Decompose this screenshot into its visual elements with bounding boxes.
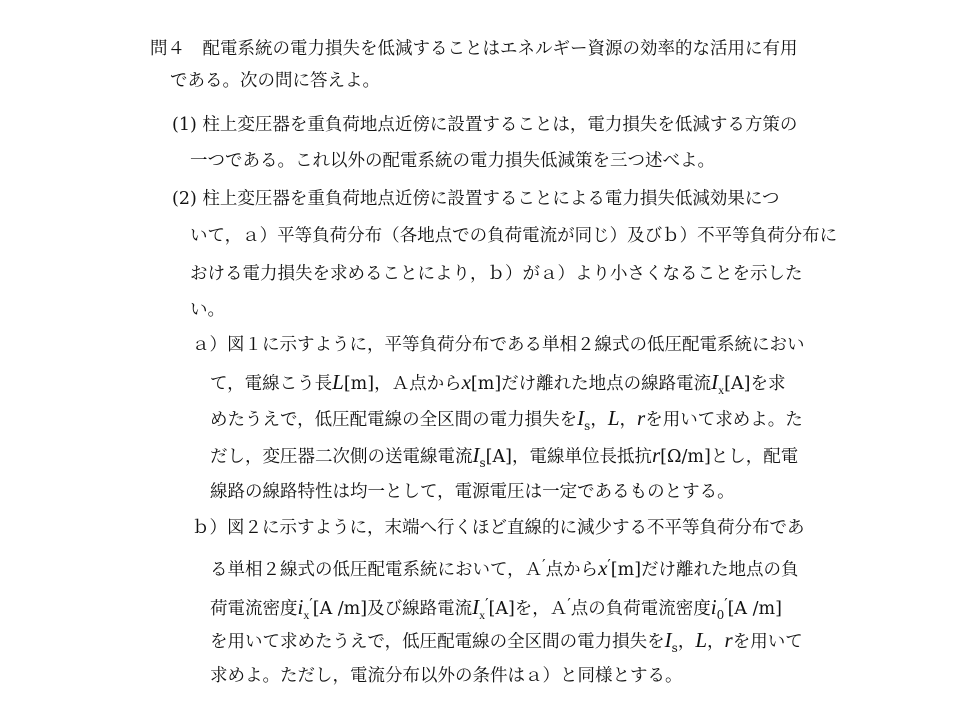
q2-number: (2) xyxy=(172,189,197,209)
a-line-3: めたうえで，低圧配電線の全区間の電力損失を$I_s$，L，rを用いて求めよ。た xyxy=(210,406,803,433)
q1-text-1: 柱上変圧器を重負荷地点近傍に設置することは，電力損失を低減する方策の xyxy=(202,115,798,135)
a-line-5: 線路の線路特性は均一として，電源電圧は一定であるものとする。 xyxy=(210,482,735,502)
q2-line-1 xyxy=(172,187,780,211)
q2-line-2: いて，ａ）平等負荷分布（各地点での負荷電流が同じ）及びｂ）不平等負荷分布に xyxy=(190,226,838,246)
q2-text-1: 柱上変圧器を重負荷地点近傍に設置することによる電力損失低減効果につ xyxy=(202,189,780,209)
q2-line-4: い。 xyxy=(190,300,225,320)
b-line-5: 求めよ。ただし，電流分布以外の条件はａ）と同様とする。 xyxy=(210,666,683,686)
problem-label: 問４ xyxy=(150,39,185,59)
b-line-1: ｂ）図２に示すように，末端へ行くほど直線的に減少する不平等負荷分布であ xyxy=(192,518,805,538)
b-line-2: る単相２線式の低圧配電系統において，Ａ′点からx′[m]だけ離れた地点の負 xyxy=(210,556,799,580)
b-line-3: 荷電流密度$i_x'[A$ /m]及び線路電流$I_x'[A]$を，Ａ′点の負荷電流密度$i_0'[A$ /m] xyxy=(210,595,782,622)
a-line-1: ａ）図１に示すように，平等負荷分布である単相２線式の低圧配電系統におい xyxy=(192,335,805,355)
q1-line-1 xyxy=(172,113,797,137)
q1-number: (1) xyxy=(172,115,197,135)
intro-line-1: 配電系統の電力損失を低減することはエネルギー資源の効率的な活用に有用 xyxy=(202,39,798,59)
b-line-4: を用いて求めたうえで，低圧配電線の全区間の電力損失を$I_s$，L，rを用いて xyxy=(210,628,803,655)
a-line-4: だし，変圧器二次側の送電線電流$I_s[A]$，電線単位長抵抗r[Ω/m]とし，配電 xyxy=(210,443,799,470)
q1-line-2: 一つである。これ以外の配電系統の電力損失低減策を三つ述べよ。 xyxy=(190,151,715,171)
intro-line-2: である。次の問に答えよ。 xyxy=(170,71,380,91)
a-line-2: て，電線こう長L[m]，Ａ点からx[m]だけ離れた地点の線路電流$I_x[A]$を求 xyxy=(210,370,786,397)
q2-line-3: おける電力損失を求めることにより，ｂ）がａ）より小さくなることを示した xyxy=(190,264,803,284)
problem-header xyxy=(150,37,798,61)
